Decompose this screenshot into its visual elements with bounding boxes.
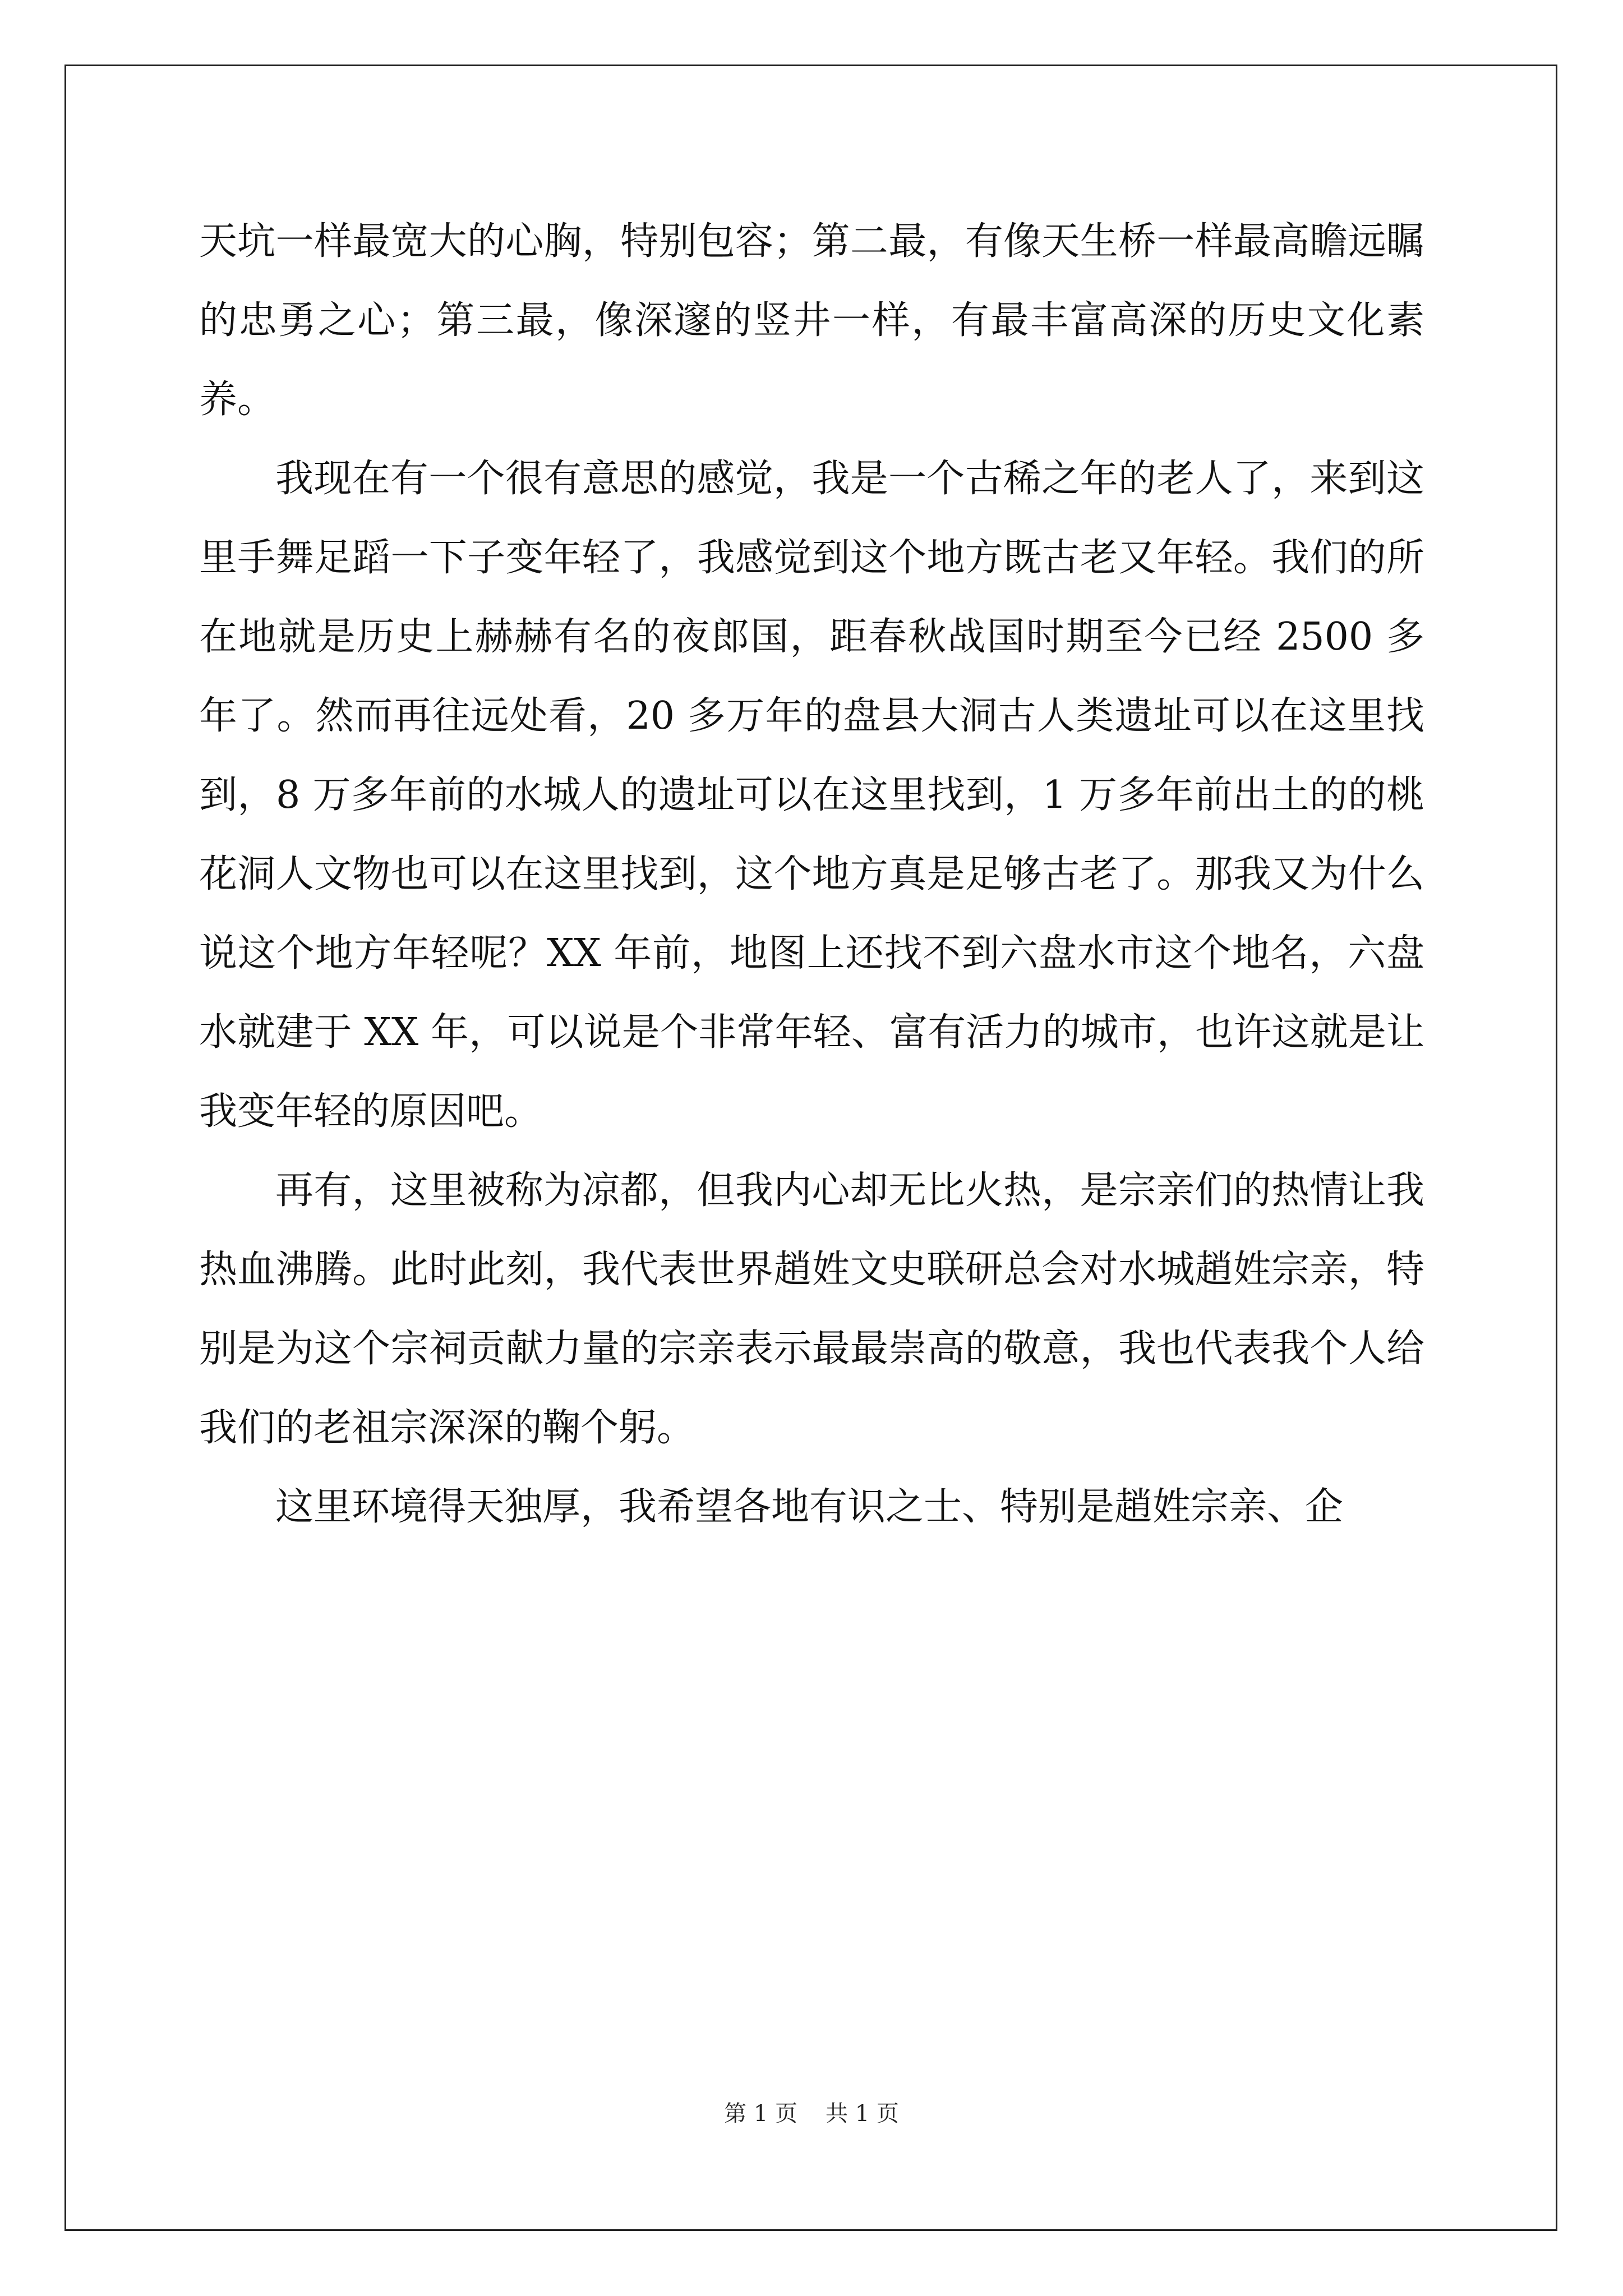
page-number: 第 1 页	[724, 2101, 797, 2127]
paragraph-4: 这里环境得天独厚，我希望各地有识之士、特别是趙姓宗亲、企	[275, 1485, 1344, 1529]
paragraph-2: 我现在有一个很有意思的感觉，我是一个古稀之年的老人了，来到这里手舞足蹈一下子变年轻了，我感觉到这个地方既古老又年轻。我们的所在地就是历史上赫赫有名的夜郎国，距春秋战国时期至今已经 2500 多年了。然而再往远处看，20 多万年的盘县大洞古人类遗址可以在这里找到，8 万多年前的水城人的遗址可以在这里找到，1 万多年前出土的的桃花洞人文物也可以在这里找到，这个地方真是足够古老了。那我又为什么说这个地方年轻呢？XX 年前，地图上还找不到六盘水市这个地名，六盘水就建于 XX 年，可以说是个非常年轻、富有活力的城市，也许这就是让我变年轻的原因吧。	[199, 457, 1424, 1134]
total-pages: 共 1 页	[826, 2101, 899, 2127]
paragraph-1: 天坑一样最宽大的心胸，特别包容；第二最，有像天生桥一样最高瞻远瞩的忠勇之心；第三最，像深邃的竖井一样，有最丰富高深的历史文化素养。	[199, 219, 1424, 422]
document-body	[199, 202, 1424, 1547]
page-footer	[0, 2097, 1623, 2131]
paragraph-3: 再有，这里被称为凉都，但我内心却无比火热，是宗亲们的热情让我热血沸腾。此时此刻，我代表世界趙姓文史联研总会对水城趙姓宗亲，特别是为这个宗祠贡献力量的宗亲表示最最崇高的敬意，我也代表我个人给我们的老祖宗深深的鞠个躬。	[199, 1168, 1424, 1450]
